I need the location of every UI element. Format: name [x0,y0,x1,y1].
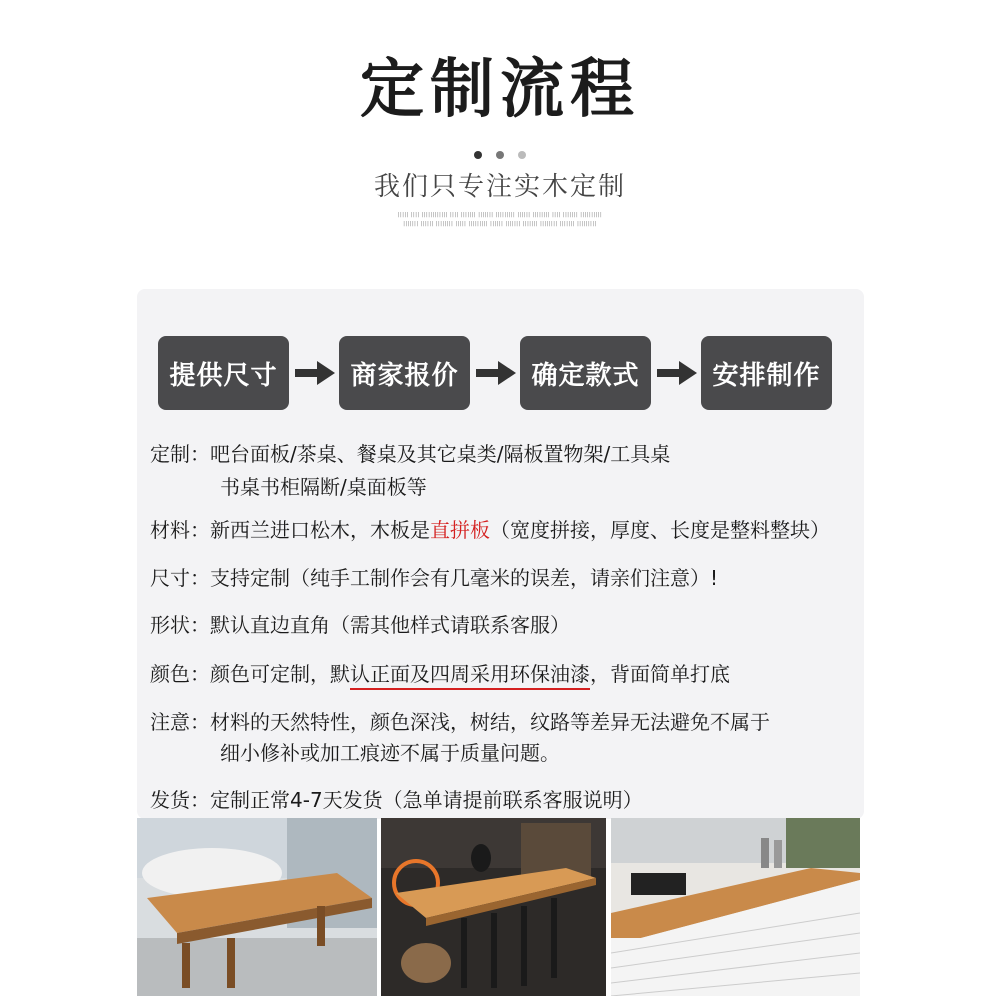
step-quote: 商家报价 [339,336,470,410]
carousel-dots [0,144,1000,163]
info-text: 支持定制（纯手工制作会有几毫米的误差，请亲们注意）! [210,566,719,590]
photo-office-table [137,818,377,996]
info-custom [150,439,862,469]
info-text: （宽度拼接，厚度、长度是整料整块） [490,518,830,542]
info-label: 尺寸： [150,566,210,590]
info-shipping [150,785,862,815]
decorative-fineprint: ||||| |||| |||||||||||| |||| ||||||| ||||||| ||||||||| |||||| |||||||| |||| ||||||| |||||||||| ||||||| |||||| |||||||| ||||| ||||||||| |||||| ||||||| ||||||| |||||||| ||||||| ||||||||| [397,212,603,227]
info-text: 材料的天然特性，颜色深浅，树结，纹路等差异无法避免不属于 [210,710,770,734]
page-title: 定制流程 [360,53,640,127]
photo-cafe-bar-table [381,818,606,996]
info-material [150,515,862,545]
info-custom-cont [220,472,932,502]
page-subtitle: 我们只专注实木定制 [373,172,626,202]
info-highlight: 直拼板 [430,518,490,542]
step-confirm-style: 确定款式 [520,336,651,410]
info-text: 新西兰进口松木，木板是 [210,518,430,542]
info-label: 发货： [150,788,210,812]
dot-2 [496,151,504,159]
info-color [150,659,862,689]
info-text: 吧台面板/茶桌、餐桌及其它桌类/隔板置物架/工具桌 [210,442,671,466]
dot-3 [518,151,526,159]
step-production: 安排制作 [701,336,832,410]
dot-1 [474,151,482,159]
info-text: 颜色可定制，默 [210,662,350,686]
info-label: 注意： [150,710,210,734]
info-label: 形状： [150,613,210,637]
info-label: 材料： [150,518,210,542]
info-notice [150,707,862,737]
photo-counter-top [611,818,860,996]
arrow-right-icon [295,360,335,386]
info-underlined: 认正面及四周采用环保油漆 [350,662,590,690]
info-text: 默认直边直角（需其他样式请联系客服） [210,613,570,637]
info-text: 书桌书柜隔断/桌面板等 [220,475,427,499]
info-label: 定制： [150,442,210,466]
info-size [150,563,862,593]
info-text: ，背面简单打底 [590,662,730,686]
arrow-right-icon [476,360,516,386]
info-label: 颜色： [150,662,210,686]
info-shape [150,610,862,640]
step-provide-size: 提供尺寸 [158,336,289,410]
info-text: 细小修补或加工痕迹不属于质量问题。 [220,741,560,765]
info-text: 定制正常4-7天发货（急单请提前联系客服说明） [210,788,643,812]
info-notice-cont [220,738,932,768]
arrow-right-icon [657,360,697,386]
